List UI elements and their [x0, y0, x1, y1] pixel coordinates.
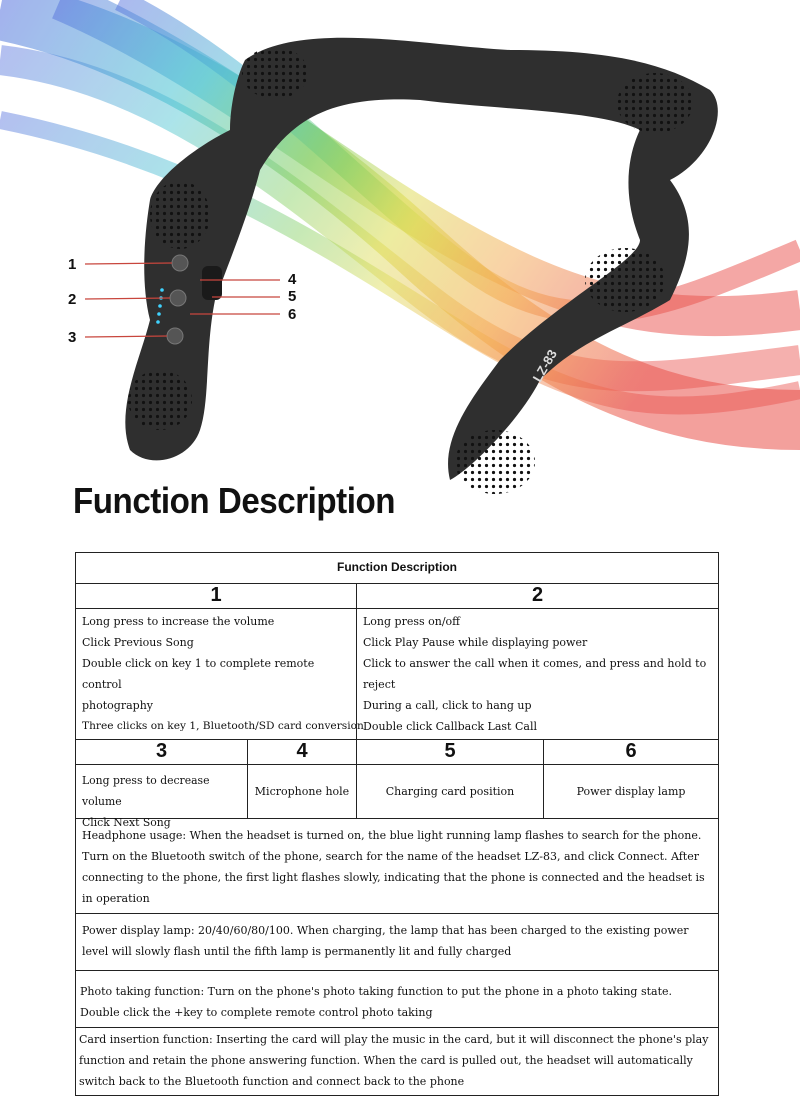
text-line: Long press to increase the volume — [82, 615, 275, 628]
text-line: Click Previous Song — [82, 636, 194, 649]
speaker-grille — [585, 248, 665, 312]
model-label: LZ-83 — [529, 346, 560, 385]
key-4-number: 4 — [248, 740, 357, 764]
marker-5: 5 — [288, 288, 297, 305]
text-line: Double click Callback Last Call — [363, 720, 537, 733]
text-line: Double click on key 1 to complete remote control — [82, 657, 315, 691]
product-hero — [0, 0, 800, 540]
speaker-grille — [150, 181, 210, 249]
product-illustration — [0, 0, 800, 540]
text-line: Three clicks on key 1, Bluetooth/SD card conversion — [82, 720, 364, 732]
speaker-grille — [128, 370, 192, 430]
page-title: Function Description — [73, 480, 395, 521]
speaker-grille — [617, 73, 693, 133]
headphone-usage-paragraph: Headphone usage: When the headset is turned on, the blue light running lamp flashes to search for the phone. Turn on the Bluetooth switch of the phone, search for the name of the headset LZ-83, and click Connect. After connecting to the phone, the first light flashes slowly, indicating that the phone is connected and the headset is in operation — [82, 829, 705, 905]
function-table — [75, 552, 719, 1096]
key-3-description — [76, 765, 248, 829]
key-6-description: Power display lamp — [576, 785, 686, 798]
key-6-number: 6 — [625, 740, 637, 762]
text-line: Click Next Song — [82, 816, 171, 829]
text-line: Click to answer the call when it comes, and press and hold to reject — [363, 657, 707, 691]
card-insertion-paragraph: Card insertion function: Inserting the card will play the music in the card, but it will disconnect the phone's play function and retain the phone answering function. When the card is pulled out, the headset will automatically switch back to the Bluetooth function and connect back to the phone — [79, 1033, 709, 1088]
key-2-description — [357, 609, 718, 739]
speaker-grille — [455, 430, 535, 494]
key-1-description — [76, 609, 364, 739]
key-3-number: 3 — [76, 740, 248, 764]
text-line: Long press to decrease volume — [82, 774, 210, 808]
marker-2: 2 — [68, 291, 77, 308]
button-2 — [170, 290, 186, 306]
key-4-description: Microphone hole — [248, 765, 357, 818]
marker-4: 4 — [288, 271, 297, 288]
button-3 — [167, 328, 183, 344]
key-2-number: 2 — [531, 584, 544, 606]
photo-function-paragraph: Photo taking function: Turn on the phone's photo taking function to put the phone in a photo taking state. Double click the +key to complete remote control photo taking — [80, 985, 672, 1019]
key-1-number: 1 — [76, 584, 357, 608]
speaker-grille — [242, 47, 308, 99]
text-line: Click Play Pause while displaying power — [363, 636, 588, 649]
marker-3: 3 — [68, 329, 77, 346]
marker-6: 6 — [288, 306, 297, 323]
text-line: Long press on/off — [363, 615, 460, 628]
key-5-number: 5 — [357, 740, 544, 764]
card-slot — [202, 266, 222, 300]
key-5-description: Charging card position — [357, 765, 544, 818]
text-line: During a call, click to hang up — [363, 699, 532, 712]
marker-1: 1 — [68, 256, 77, 273]
power-lamp-paragraph: Power display lamp: 20/40/60/80/100. When charging, the lamp that has been charged to the existing power level will slowly flash until the fifth lamp is permanently lit and fully charged — [82, 924, 689, 958]
button-1 — [172, 255, 188, 271]
text-line: photography — [82, 699, 153, 712]
table-title: Function Description — [337, 560, 457, 574]
